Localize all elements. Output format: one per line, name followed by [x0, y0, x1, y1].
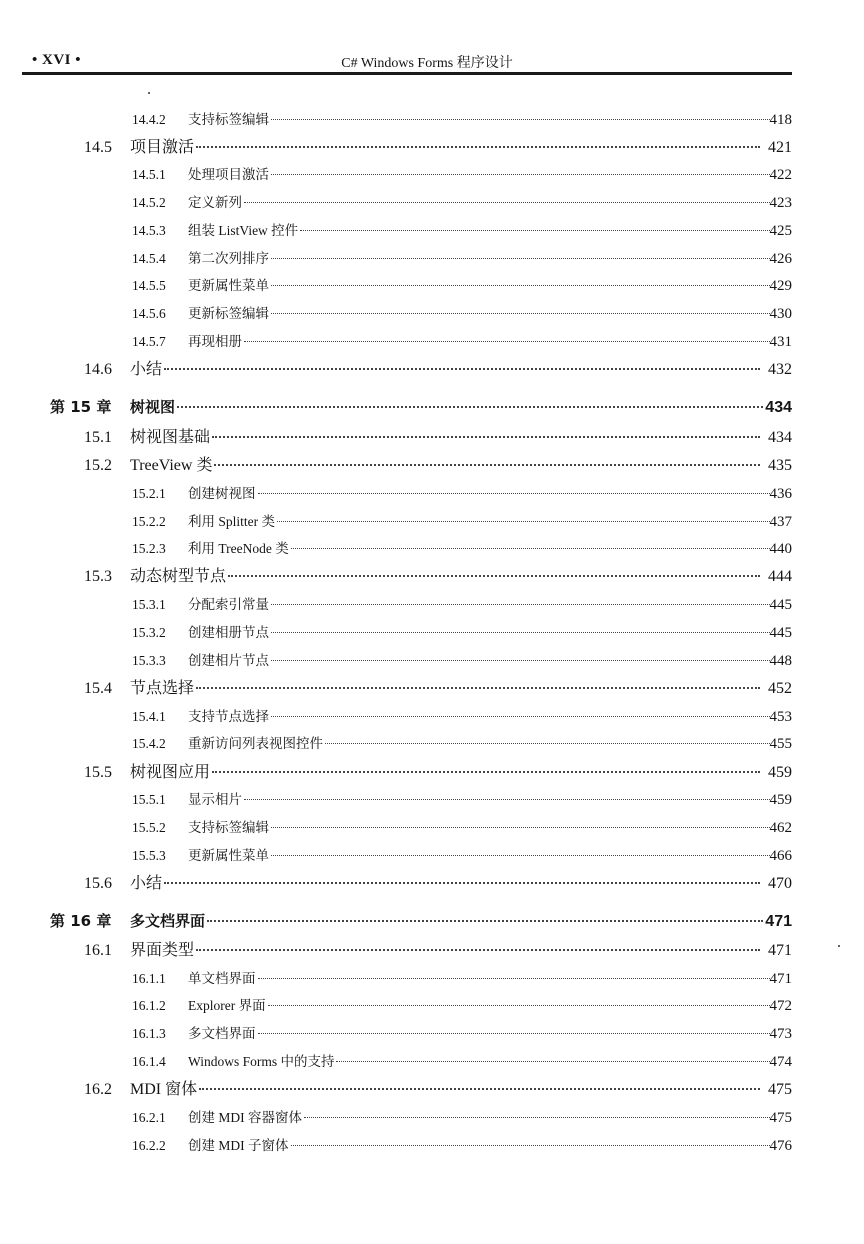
toc-entry-page: 426: [769, 251, 792, 267]
toc-entry-page: 422: [769, 167, 792, 183]
dot-leader: [164, 882, 760, 884]
toc-entry-number: 15.3: [84, 568, 112, 585]
toc-entry-title: 分配索引常量: [188, 597, 269, 612]
toc-entry-title: 节点选择: [130, 680, 195, 697]
toc-entry-number: 第 15 章: [50, 398, 112, 416]
dot-leader: [271, 174, 770, 175]
toc-entry-sub[interactable]: [132, 1134, 792, 1155]
dot-leader: [258, 1033, 770, 1034]
toc-entry-page: 470: [768, 875, 792, 892]
toc-entry-number: 14.5.1: [132, 167, 166, 182]
toc-entry-title: 创建 MDI 子窗体: [188, 1138, 289, 1153]
toc-entry-title: 界面类型: [130, 942, 195, 959]
toc-entry-number: 第 16 章: [50, 912, 112, 930]
toc-entry-number: 15.5.2: [132, 820, 166, 835]
toc-entry-page: 423: [769, 195, 792, 211]
toc-entry-sub[interactable]: [132, 191, 792, 212]
toc-entry-title: 项目激活: [130, 139, 195, 156]
toc-entry-page: 435: [768, 457, 792, 474]
toc-entry-sub[interactable]: [132, 108, 792, 129]
toc-entry-page: 459: [768, 764, 792, 781]
toc-entry-page: 471: [765, 913, 792, 930]
toc-entry-number: 14.5.4: [132, 251, 166, 266]
toc-entry-title: 重新访问列表视图控件: [188, 736, 323, 751]
toc-entry-number: 14.5.6: [132, 306, 166, 321]
toc-entry-number: 15.2: [84, 457, 112, 474]
toc-entry-page: 445: [769, 597, 792, 613]
dot-leader: [207, 920, 763, 922]
toc-entry-page: 466: [769, 848, 792, 864]
toc-entry-sub[interactable]: [132, 330, 792, 351]
toc-entry-page: 445: [769, 625, 792, 641]
toc-entry-section[interactable]: [84, 356, 792, 379]
toc-entry-section[interactable]: [84, 1076, 792, 1099]
toc-entry-title: Windows Forms 中的支持: [188, 1054, 335, 1069]
toc-entry-page: 453: [769, 709, 792, 725]
toc-entry-title: 单文档界面: [188, 971, 256, 986]
toc-entry-number: 15.3.3: [132, 653, 166, 668]
toc-entry-title: 树视图: [130, 398, 176, 416]
toc-entry-sub[interactable]: [132, 621, 792, 642]
toc-entry-page: 472: [769, 998, 792, 1014]
dot-leader: [177, 406, 763, 408]
toc-entry-page: 462: [769, 820, 792, 836]
toc-entry-sub[interactable]: [132, 788, 792, 809]
toc-entry-title: 创建相册节点: [188, 625, 269, 640]
dot-leader: [271, 604, 770, 605]
toc-entry-sub[interactable]: [132, 510, 792, 531]
toc-entry-page: 432: [768, 361, 792, 378]
toc-entry-title: 显示相片: [188, 792, 242, 807]
dot-leader: [196, 687, 760, 689]
toc-entry-number: 14.6: [84, 361, 112, 378]
toc-entry-number: 16.2: [84, 1081, 112, 1098]
dot-leader: [196, 146, 760, 148]
toc-entry-sub[interactable]: [132, 705, 792, 726]
toc-entry-number: 15.3.2: [132, 625, 166, 640]
toc-entry-section[interactable]: [84, 134, 792, 157]
toc-entry-page: 474: [769, 1054, 792, 1070]
toc-entry-number: 15.4: [84, 680, 112, 697]
scan-speck: [838, 945, 840, 947]
dot-leader: [271, 285, 770, 286]
dot-leader: [271, 258, 770, 259]
dot-leader: [300, 230, 769, 231]
toc-entry-title: 支持节点选择: [188, 709, 269, 724]
toc-entry-number: 15.1: [84, 429, 112, 446]
dot-leader: [268, 1005, 770, 1006]
toc-entry-title: TreeView 类: [130, 457, 213, 474]
toc-entry-title: 树视图应用: [130, 764, 211, 781]
toc-entry-section[interactable]: [84, 759, 792, 782]
toc-entry-sub[interactable]: [132, 1050, 792, 1071]
toc-entry-title: 第二次列排序: [188, 251, 269, 266]
toc-entry-number: 15.6: [84, 875, 112, 892]
toc-entry-title: 多文档界面: [188, 1026, 256, 1041]
dot-leader: [271, 660, 770, 661]
toc-entry-number: 16.1: [84, 942, 112, 959]
toc-entry-section[interactable]: [84, 563, 792, 586]
dot-leader: [258, 978, 770, 979]
dot-leader: [271, 313, 770, 314]
toc-entry-number: 15.5.1: [132, 792, 166, 807]
scan-speck: [148, 92, 150, 94]
toc-entry-sub[interactable]: [132, 163, 792, 184]
toc-entry-number: 15.2.3: [132, 541, 166, 556]
toc-entry-page: 430: [769, 306, 792, 322]
toc-entry-page: 436: [769, 486, 792, 502]
toc-entry-number: 15.3.1: [132, 597, 166, 612]
toc-entry-title: 小结: [130, 875, 163, 892]
toc-entry-page: 421: [768, 139, 792, 156]
toc-entry-number: 15.2.1: [132, 486, 166, 501]
dot-leader: [244, 799, 770, 800]
toc-entry-number: 15.2.2: [132, 514, 166, 529]
toc-entry-number: 14.4.2: [132, 112, 166, 127]
toc-entry-section[interactable]: [84, 452, 792, 475]
toc-entry-sub[interactable]: [132, 816, 792, 837]
toc-entry-title: 利用 Splitter 类: [188, 514, 275, 529]
toc-entry-number: 16.2.2: [132, 1138, 166, 1153]
toc-entry-section[interactable]: [84, 675, 792, 698]
toc-entry-chapter[interactable]: [50, 910, 792, 931]
dot-leader: [325, 743, 770, 744]
toc-entry-title: 支持标签编辑: [188, 112, 269, 127]
dot-leader: [291, 1145, 770, 1146]
toc-entry-page: 448: [769, 653, 792, 669]
dot-leader: [199, 1088, 760, 1090]
toc-entry-sub[interactable]: [132, 593, 792, 614]
toc-entry-number: 16.1.1: [132, 971, 166, 986]
toc-entry-title: 处理项目激活: [188, 167, 269, 182]
toc-entry-sub[interactable]: [132, 1022, 792, 1043]
toc-entry-number: 16.1.4: [132, 1054, 166, 1069]
dot-leader: [244, 202, 770, 203]
toc-entry-title: 多文档界面: [130, 912, 206, 930]
toc-entry-sub[interactable]: [132, 844, 792, 865]
toc-entry-number: 14.5.2: [132, 195, 166, 210]
toc-entry-title: 组装 ListView 控件: [188, 223, 299, 238]
toc-entry-page: 473: [769, 1026, 792, 1042]
toc-entry-title: 再现相册: [188, 334, 242, 349]
toc-entry-number: 15.4.1: [132, 709, 166, 724]
toc-entry-title: MDI 窗体: [130, 1081, 198, 1098]
toc-entry-title: 更新标签编辑: [188, 306, 269, 321]
toc-entry-page: 429: [769, 278, 792, 294]
toc-entry-section[interactable]: [84, 870, 792, 893]
dot-leader: [258, 493, 770, 494]
toc-entry-page: 444: [768, 568, 792, 585]
dot-leader: [164, 368, 760, 370]
toc-entry-title: 更新属性菜单: [188, 278, 269, 293]
toc-entry-title: 动态树型节点: [130, 568, 227, 585]
toc-entry-page: 440: [769, 541, 792, 557]
toc-entry-page: 418: [769, 112, 792, 128]
toc-entry-page: 434: [768, 429, 792, 446]
toc-entry-page: 437: [769, 514, 792, 530]
toc-entry-page: 459: [769, 792, 792, 808]
dot-leader: [212, 436, 760, 438]
toc-entry-chapter[interactable]: [50, 396, 792, 417]
toc-entry-title: 定义新列: [188, 195, 242, 210]
dot-leader: [196, 949, 760, 951]
toc-entry-title: 树视图基础: [130, 429, 211, 446]
dot-leader: [271, 119, 770, 120]
dot-leader: [271, 855, 770, 856]
toc-entry-number: 15.5: [84, 764, 112, 781]
dot-leader: [336, 1061, 769, 1062]
book-title: C# Windows Forms 程序设计: [341, 56, 513, 71]
toc-entry-number: 15.5.3: [132, 848, 166, 863]
toc-entry-number: 16.2.1: [132, 1110, 166, 1125]
toc-entry-number: 14.5.3: [132, 223, 166, 238]
toc-entry-title: 更新属性菜单: [188, 848, 269, 863]
toc-entry-number: 14.5: [84, 139, 112, 156]
toc-entry-page: 475: [768, 1081, 792, 1098]
toc-entry-title: 支持标签编辑: [188, 820, 269, 835]
dot-leader: [271, 827, 770, 828]
toc-entry-sub[interactable]: [132, 482, 792, 503]
toc-entry-title: Explorer 界面: [188, 998, 266, 1013]
toc-entry-title: 创建树视图: [188, 486, 256, 501]
toc-entry-section[interactable]: [84, 424, 792, 447]
toc-entry-title: 小结: [130, 361, 163, 378]
toc-entry-section[interactable]: [84, 937, 792, 960]
dot-leader: [212, 771, 760, 773]
toc-entry-title: 利用 TreeNode 类: [188, 541, 289, 556]
dot-leader: [214, 464, 760, 466]
toc-entry-sub[interactable]: [132, 537, 792, 558]
toc-entry-page: 452: [768, 680, 792, 697]
toc-entry-sub[interactable]: [132, 302, 792, 323]
toc-entry-sub[interactable]: [132, 732, 792, 753]
toc-entry-number: 14.5.5: [132, 278, 166, 293]
toc-entry-title: 创建相片节点: [188, 653, 269, 668]
dot-leader: [244, 341, 770, 342]
toc-entry-page: 431: [769, 334, 792, 350]
toc-entry-page: 471: [769, 971, 792, 987]
toc-entry-page: 434: [765, 399, 792, 416]
toc-entry-number: 15.4.2: [132, 736, 166, 751]
dot-leader: [271, 632, 770, 633]
toc-entry-page: 476: [769, 1138, 792, 1154]
toc-entry-sub[interactable]: [132, 247, 792, 268]
header-rule: [22, 72, 792, 75]
toc-entry-number: 14.5.7: [132, 334, 166, 349]
dot-leader: [304, 1117, 770, 1118]
toc-entry-number: 16.1.2: [132, 998, 166, 1013]
dot-leader: [277, 521, 770, 522]
toc-entry-sub[interactable]: [132, 219, 792, 240]
toc-entry-sub[interactable]: [132, 649, 792, 670]
toc-entry-page: 425: [769, 223, 792, 239]
dot-leader: [271, 716, 770, 717]
toc-entry-number: 16.1.3: [132, 1026, 166, 1041]
toc-entry-page: 471: [768, 942, 792, 959]
toc-entry-title: 创建 MDI 容器窗体: [188, 1110, 302, 1125]
toc-entry-sub[interactable]: [132, 967, 792, 988]
toc-entry-page: 455: [769, 736, 792, 752]
page-number: • XVI •: [32, 52, 82, 68]
toc-entry-sub[interactable]: [132, 994, 792, 1015]
toc-entry-page: 475: [769, 1110, 792, 1126]
toc-entry-sub[interactable]: [132, 274, 792, 295]
dot-leader: [291, 548, 770, 549]
dot-leader: [228, 575, 760, 577]
toc-entry-sub[interactable]: [132, 1106, 792, 1127]
